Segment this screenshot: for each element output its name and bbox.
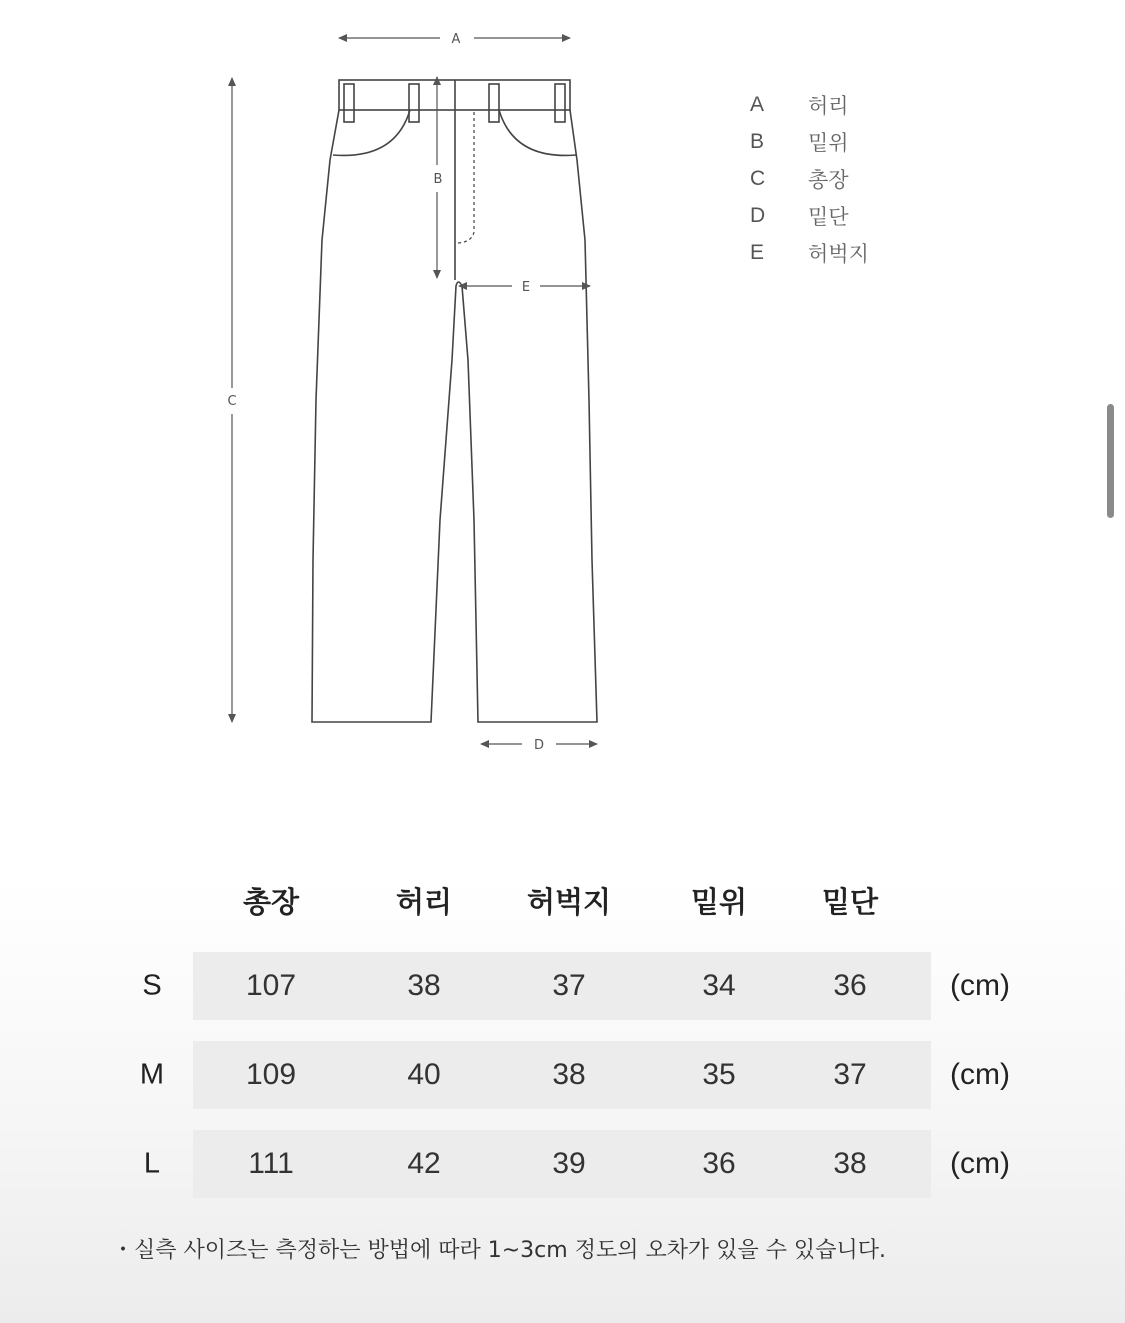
legend-item: [750, 86, 869, 123]
belt-loop: [409, 84, 419, 122]
column-header: 허리: [395, 885, 453, 919]
dim-label-c: C: [227, 394, 237, 409]
legend-letter: B: [750, 129, 765, 153]
column-header: 허벅지: [526, 885, 612, 919]
table-cell: 42: [407, 1147, 441, 1180]
table-cell: 39: [552, 1147, 586, 1180]
legend-item: [750, 197, 869, 234]
legend-item: [750, 123, 869, 160]
column-header: 총장: [242, 885, 300, 919]
unit-label: (cm): [950, 1058, 1010, 1091]
belt-loop: [344, 84, 354, 122]
legend-item: [750, 234, 869, 271]
measurement-note: ・실측 사이즈는 측정하는 방법에 따라 1~3cm 정도의 오차가 있을 수 있습니다.: [112, 1238, 886, 1263]
unit-label: (cm): [950, 969, 1010, 1002]
legend-name: 밑단: [808, 204, 849, 229]
size-label: S: [142, 969, 162, 1002]
legend-name: 총장: [808, 167, 849, 192]
dim-label-b: B: [433, 172, 443, 187]
table-cell: 109: [245, 1058, 297, 1091]
table-cell: 111: [248, 1147, 294, 1180]
unit-label: (cm): [950, 1147, 1010, 1180]
table-cell: 40: [407, 1058, 441, 1091]
column-header: 밑위: [690, 885, 748, 919]
legend-name: 허리: [808, 93, 849, 118]
table-cell: 36: [702, 1147, 736, 1180]
dim-label-e: E: [521, 280, 531, 295]
measurement-legend: [750, 86, 869, 271]
table-cell: 107: [245, 969, 297, 1002]
column-header: 밑단: [821, 885, 879, 919]
table-cell: 34: [702, 969, 736, 1002]
legend-name: 허벅지: [808, 241, 869, 266]
table-cell: 37: [552, 969, 586, 1002]
belt-loop: [555, 84, 565, 122]
table-cell: 36: [833, 969, 867, 1002]
size-label: M: [139, 1058, 165, 1091]
table-cell: 38: [833, 1147, 867, 1180]
scrollbar-thumb[interactable]: [1107, 404, 1114, 518]
legend-letter: D: [750, 203, 766, 227]
size-label: L: [143, 1147, 161, 1180]
legend-letter: A: [750, 92, 765, 116]
table-cell: 35: [702, 1058, 736, 1091]
dim-label-a: A: [451, 32, 461, 47]
legend-letter: C: [750, 166, 766, 190]
belt-loop: [489, 84, 499, 122]
legend-item: [750, 160, 869, 197]
table-cell: 38: [407, 969, 441, 1002]
fly-stitch: [458, 112, 474, 243]
legend-name: 밑위: [808, 130, 849, 155]
dim-label-d: D: [533, 738, 545, 753]
table-cell: 38: [552, 1058, 586, 1091]
table-cell: 37: [833, 1058, 867, 1091]
legend-letter: E: [750, 240, 765, 264]
